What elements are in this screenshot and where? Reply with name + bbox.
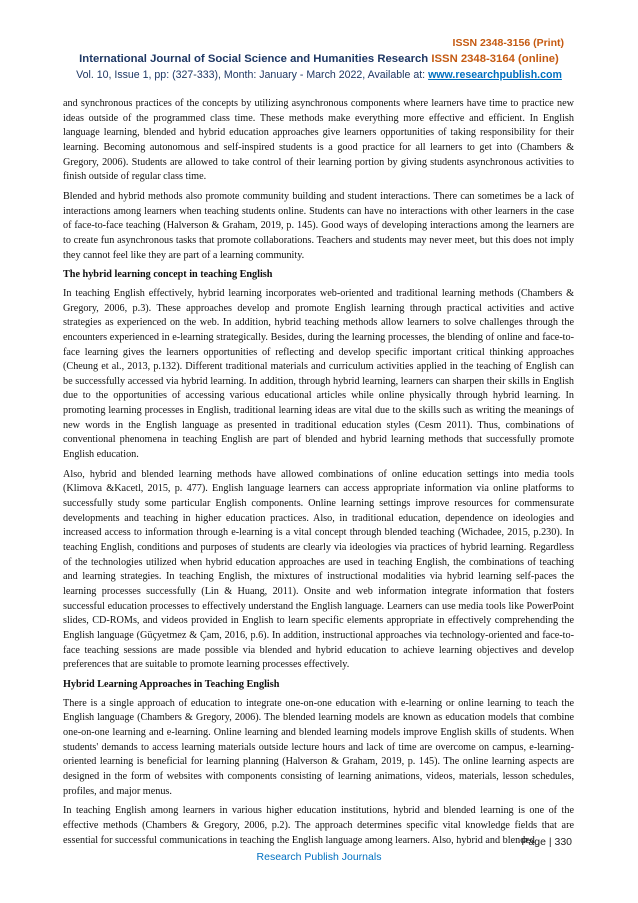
- volume-info: Vol. 10, Issue 1, pp: (327-333), Month: January - March 2022, Available at:: [76, 69, 429, 81]
- journal-title: International Journal of Social Science and Humanities Research: [79, 53, 429, 65]
- journal-header-line: [0, 53, 638, 65]
- issn-print: ISSN 2348-3156 (Print): [452, 37, 564, 49]
- paragraph: Also, hybrid and blended learning methods have allowed combinations of online education settings into media tools (Klimova &Kacetl, 2015, p. 477). English language learners can access appropriate information via online platforms to successfully study some particular English components. Online learning settings improve resources for commensurate developments and teaching in higher education practices. Also, in traditional education, dependence on ideologies and increased access to information through e-learning is a vital concept through blended teaching (Wichadee, 2015, p.230). In teaching English, conditions and purposes of students are clearly via ideologies via practices of hybrid learning. Regardless of the technologies utilized when hybrid education approaches are used in teaching English, the combinations of teaching and learning strategies. In teaching English, the mixtures of instructional modalities via hybrid learning self-paces the learning processes successfully (Lin & Huang, 2011). Onsite and web information integrate information that fosters successful education processes to effectively understand the English language. Learners can use media tools like PowerPoint slides, CD-ROMs, and videos provided in English to learn specific elements appropriate in effectively comprehending the English language (Güçyetmez & Çam, 2016, p.6). In addition, instructional approaches via technology-oriented and face-to-face teaching sessions are made possible via blended and hybrid education to achieve learning objectives and develop preferences that are suitable to promote learning processes effectively.: [63, 468, 574, 671]
- article-body: [63, 97, 574, 853]
- issn-online: ISSN 2348-3164 (online): [431, 53, 559, 65]
- paragraph: There is a single approach of education to integrate one-on-one education with e-learning or online learning to teach the English language (Chambers & Gregory, 2006). The blended learning models are known as education models that combine one-on-one learning and e-learning. Online learning and blended learning models improve English skills of students. When students' demands to access learning materials outside lecture hours and lack of time are overcome on campus, e-learning-oriented learning is beneficial for learning planning (Halverson & Graham, 2019, p. 145). The online learning aspects are designed in the form of websites with components consisting of learning animations, videos, materials, lesson schedules, profiles, and major menus.: [63, 697, 574, 797]
- section-heading: Hybrid Learning Approaches in Teaching English: [63, 678, 280, 690]
- paragraph: Blended and hybrid methods also promote community building and student interactions. There can sometimes be a lack of interactions among learners when teaching students online. Students can have no interactions with other learners in the case of face-to-face teaching (Halverson & Graham, 2019, p. 145). Good ways of developing interactions among the learners are to create fun asynchronous tasks that promote collaborations. Teachers and students may never meet, but this does not imply they cannot feel like they are part of a learning community.: [63, 190, 574, 261]
- volume-info-line: [0, 69, 638, 81]
- paragraph: and synchronous practices of the concepts by utilizing asynchronous components where learners have time to practice new ideas outside of the programmed class time. These methods make everything more effective and efficient. In English language learning, blended and hybrid education approaches give learners opportunities of taking responsibility for their learning. Becoming autonomous and self-inspired students is a good practice for all learners to get into (Chambers & Gregory, 2006). Students are allowed to take control of their learning portion by giving students asynchronous activities to finish outside of regular class time.: [63, 98, 574, 183]
- website-link[interactable]: www.researchpublish.com: [428, 69, 562, 81]
- page-number: Page | 330: [521, 836, 572, 848]
- paragraph: In teaching English effectively, hybrid learning incorporates web-oriented and traditional learning methods (Chambers & Gregory, 2006, p.3). These approaches develop and promote English learning through practical activities and active strategies as experienced on the web. In addition, hybrid teaching methods allow learners to solve challenges through the encounters experienced in e-learning strategically. Besides, during the learning processes, the blending of online and face-to-face learning gives the learners opportunities of reflecting and develop specific important critical thinking approaches (Cheung et al., 2013, p.132). Different traditional materials and curriculum activities applied in the teaching of English can be successfully accessed via hybrid learning. In addition, through hybrid learning, learners can sharpen their skills in English due to the opportunities of accessing various educational articles while online physically through hybrid learning. In promoting learning processes in English, traditional learning ideas are vital due to the skills such as writing the meanings of new words in the English language as presented in traditional education styles (Cesm 2011). Thus, combinations of conventional phenomena in teaching English are part of blended and hybrid learning methods that successfully promote English education.: [63, 287, 574, 461]
- section-heading: The hybrid learning concept in teaching English: [63, 269, 273, 281]
- paragraph: In teaching English among learners in various higher education institutions, hybrid and blended learning is one of the effective methods (Chambers & Gregory, 2006, p.2). The approach determines specific vital knowledge fields that are essential for successful communications in teaching the English language among learners. Also, hybrid and blended: [63, 805, 574, 846]
- publisher-footer: Research Publish Journals: [256, 851, 382, 863]
